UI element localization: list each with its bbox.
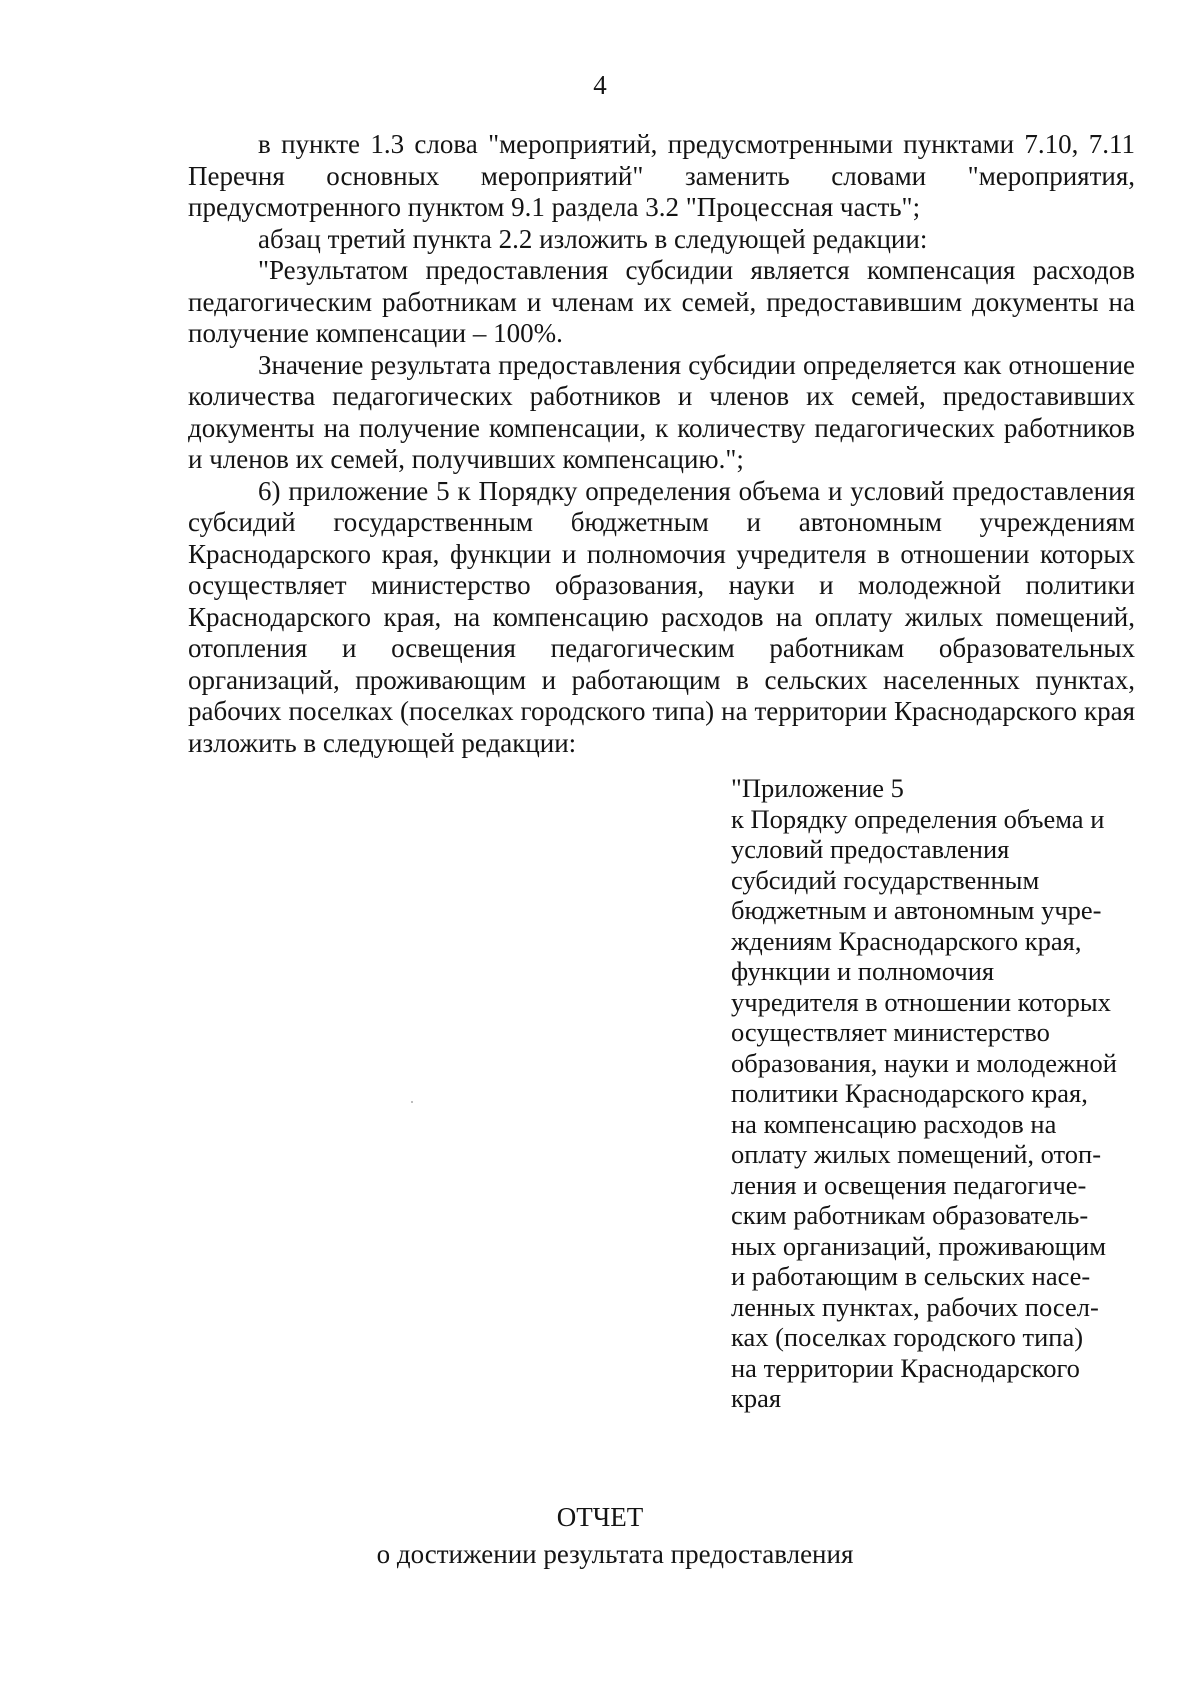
annex-header-line: на территории Краснодарского — [731, 1352, 1080, 1383]
annex-header-line: ленных пунктах, рабочих посел- — [731, 1291, 1099, 1322]
annex-header-line: субсидий государственным — [731, 864, 1040, 895]
annex-header-line: учредителя в отношении которых — [731, 986, 1111, 1017]
annex-header-line: образования, науки и молодежной — [731, 1047, 1117, 1078]
annex-header-line: ления и освещения педагогиче- — [731, 1169, 1087, 1200]
annex-header-line: условий предоставления — [731, 834, 1010, 864]
paragraph-annex-5-amendment: 6) приложение 5 к Порядку определения объема и условий предоставления субсидий государственным бюджетным и автономным учреждениям Краснодарского края, функции и полномочия учредителя в отношении которых осуществляет министерство образования, науки и молодежной политики Краснодарского края, на компенсацию расходов на оплату жилых помещений, отопления и освещения педагогическим работникам образовательных организаций, проживающим и работающим в сельских населенных пунктах, рабочих поселках (поселках городского типа) на территории Краснодарского края изложить в следующей редакции: — [188, 475, 1135, 758]
annex-header-line: ных организаций, проживающим — [731, 1230, 1106, 1261]
annex-header-block — [731, 773, 1151, 1414]
document-body — [188, 129, 1135, 759]
annex-header-line: ским работникам образователь- — [731, 1200, 1089, 1230]
annex-header-line: ках (поселках городского типа) — [731, 1322, 1084, 1352]
annex-header-line: осуществляет министерство — [731, 1017, 1050, 1047]
annex-header-line: на компенсацию расходов на — [731, 1108, 1057, 1139]
annex-header-line: оплату жилых помещений, отоп- — [731, 1139, 1102, 1169]
annex-header-line: "Приложение 5 — [731, 773, 904, 803]
annex-header-line: ждениям Краснодарского края, — [731, 925, 1082, 956]
page-number: 4 — [593, 70, 607, 100]
paragraph-item-2-2-intro: абзац третий пункта 2.2 изложить в следующей редакции: — [258, 223, 928, 254]
scan-artifact — [411, 1101, 413, 1103]
report-subtitle: о достижении результата предоставления — [376, 1539, 854, 1569]
annex-header-line: к Порядку определения объема и — [731, 803, 1105, 834]
annex-header-line: края — [731, 1383, 782, 1413]
annex-header-line: и работающим в сельских насе- — [731, 1261, 1091, 1291]
report-title: ОТЧЕТ — [556, 1502, 644, 1532]
paragraph-result-value: Значение результата предоставления субсидии определяется как отношение количества педагогических работников и членов их семей, предоставивших документы на получение компенсации, к количеству педагогических работников и членов их семей, получивших компенсацию."; — [188, 349, 1135, 474]
annex-header-line: политики Краснодарского края, — [731, 1078, 1088, 1108]
paragraph-item-1-3-amendment: в пункте 1.3 слова "мероприятий, предусмотренными пунктами 7.10, 7.11 Перечня основных мероприятий" заменить словами "мероприятия, предусмотренного пунктом 9.1 раздела 3.2 "Процессная часть"; — [188, 129, 1135, 222]
annex-header-line: бюджетным и автономным учре- — [731, 895, 1102, 925]
paragraph-subsidy-result: "Результатом предоставления субсидии является компенсация расходов педагогическим работникам и членам их семей, предоставившим документы на получение компенсации – 100%. — [188, 255, 1135, 348]
annex-header-line: функции и полномочия — [731, 956, 995, 986]
